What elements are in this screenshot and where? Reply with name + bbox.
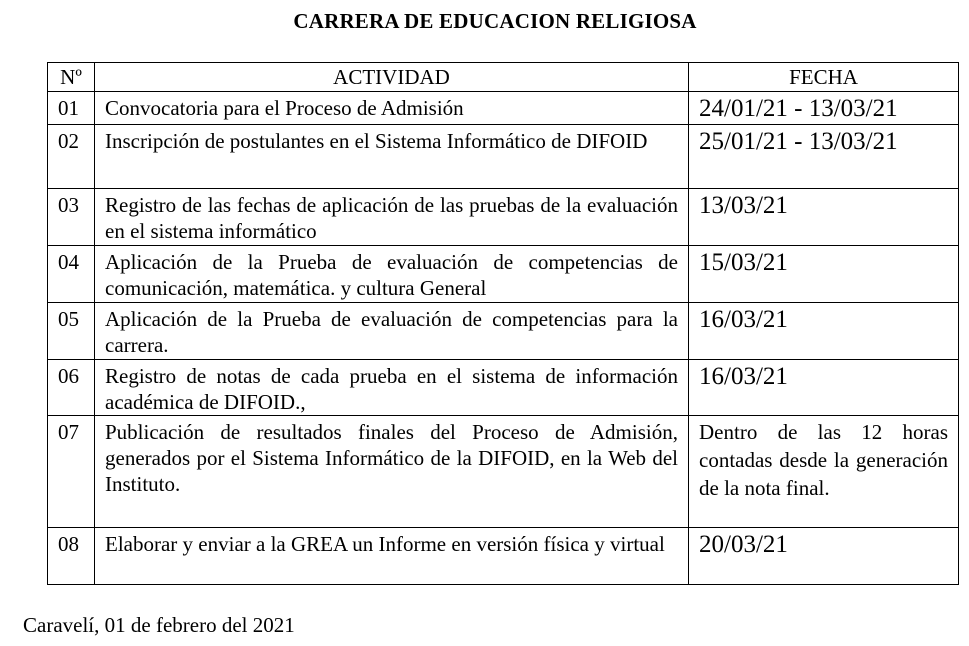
- row-activity: Registro de las fechas de aplicación de las pruebas de la evaluación en el sistema informático: [95, 189, 689, 246]
- row-number: 07: [48, 416, 95, 528]
- table-row: [48, 528, 959, 585]
- row-activity: Aplicación de la Prueba de evaluación de competencias de comunicación, matemática. y cultura General: [95, 246, 689, 303]
- row-number: 04: [48, 246, 95, 303]
- table-row: [48, 92, 959, 125]
- row-number: 01: [48, 92, 95, 125]
- row-number: 08: [48, 528, 95, 585]
- table-row: [48, 246, 959, 303]
- table-header-row: [48, 63, 959, 92]
- row-date: 15/03/21: [689, 246, 959, 303]
- row-number: 06: [48, 360, 95, 416]
- table-row: [48, 189, 959, 246]
- header-activity: ACTIVIDAD: [95, 63, 689, 92]
- row-date: 13/03/21: [689, 189, 959, 246]
- row-date: 16/03/21: [689, 303, 959, 360]
- row-number: 05: [48, 303, 95, 360]
- row-date: Dentro de las 12 horas contadas desde la generación de la nota final.: [689, 416, 959, 528]
- header-number: Nº: [48, 63, 95, 92]
- row-date: 20/03/21: [689, 528, 959, 585]
- table-row: [48, 416, 959, 528]
- row-activity: Publicación de resultados finales del Proceso de Admisión, generados por el Sistema Informático de la DIFOID, en la Web del Instituto.: [95, 416, 689, 528]
- row-activity: Inscripción de postulantes en el Sistema Informático de DIFOID: [95, 125, 689, 189]
- row-activity: Registro de notas de cada prueba en el sistema de información académica de DIFOID.,: [95, 360, 689, 416]
- row-date: 25/01/21 - 13/03/21: [689, 125, 959, 189]
- row-number: 02: [48, 125, 95, 189]
- schedule-table: [47, 62, 959, 585]
- row-activity: Aplicación de la Prueba de evaluación de competencias para la carrera.: [95, 303, 689, 360]
- row-activity: Convocatoria para el Proceso de Admisión: [95, 92, 689, 125]
- row-date: 16/03/21: [689, 360, 959, 416]
- table-row: [48, 303, 959, 360]
- header-date: FECHA: [689, 63, 959, 92]
- row-number: 03: [48, 189, 95, 246]
- document-title: CARRERA DE EDUCACION RELIGIOSA: [293, 9, 697, 33]
- table-row: [48, 125, 959, 189]
- place-and-date: Caravelí, 01 de febrero del 2021: [23, 613, 295, 637]
- row-date: 24/01/21 - 13/03/21: [689, 92, 959, 125]
- row-activity: Elaborar y enviar a la GREA un Informe en versión física y virtual: [95, 528, 689, 585]
- table-row: [48, 360, 959, 416]
